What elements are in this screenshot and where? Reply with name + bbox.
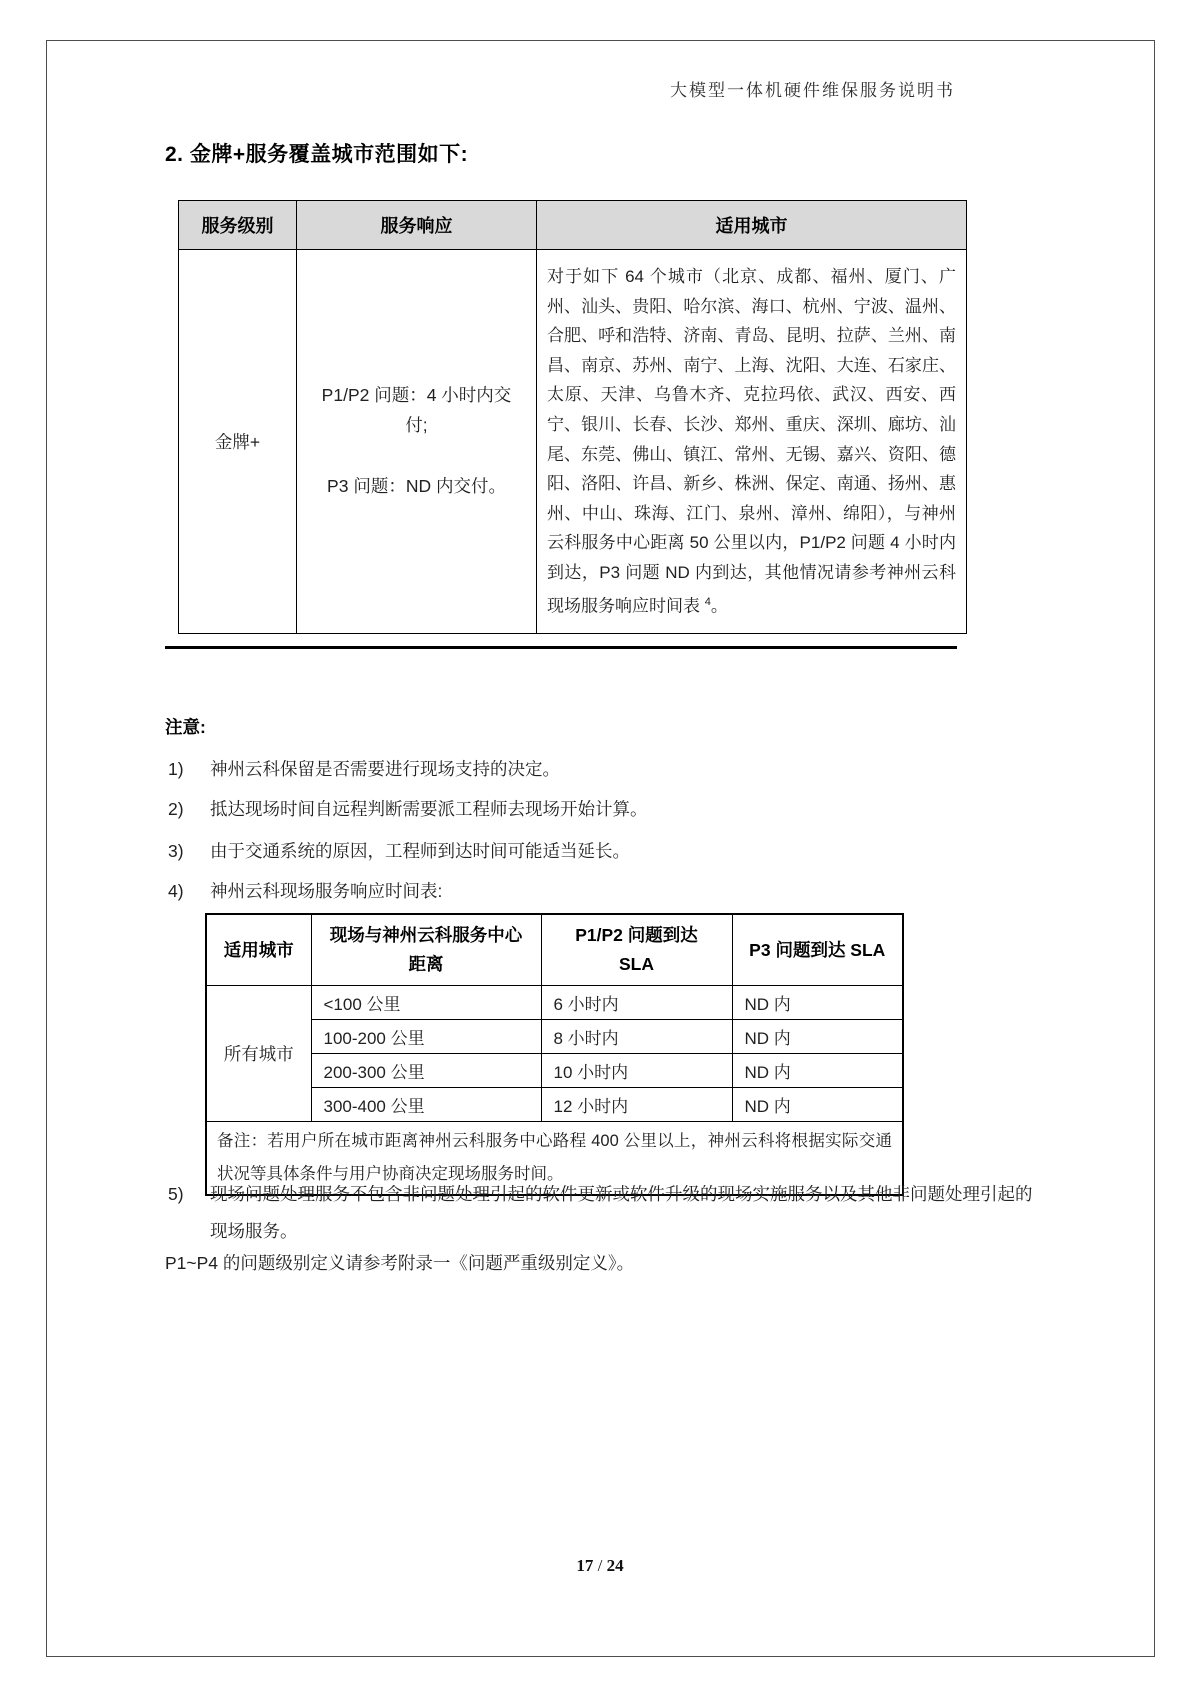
sla-row-2 [206, 1020, 903, 1054]
note-5-number: 5) [168, 1184, 184, 1204]
sla-header-p3: P3 问题到达 SLA [732, 914, 903, 986]
sla-table [205, 913, 904, 1196]
sla-city-scope-cell: 所有城市 [206, 986, 311, 1122]
note-3-number: 3) [168, 841, 184, 861]
sla-remark-cell: 备注：若用户所在城市距离神州云科服务中心路程 400 公里以上，神州云科将根据实际交通状况等具体条件与用户协商决定现场服务时间。 [206, 1122, 903, 1196]
sla-row-2-distance: 100-200 公里 [311, 1020, 541, 1054]
coverage-table-body-row [179, 250, 967, 634]
note-item-4 [168, 878, 442, 903]
sla-header-distance: 现场与神州云科服务中心距离 [311, 914, 541, 986]
sla-row-3 [206, 1054, 903, 1088]
coverage-header-service-response: 服务响应 [297, 201, 537, 250]
note-3-text: 由于交通系统的原因，工程师到达时间可能适当延长。 [210, 841, 630, 861]
sla-header-p12: P1/P2 问题到达 SLA [541, 914, 732, 986]
closing-text: P1~P4 的问题级别定义请参考附录一《问题严重级别定义》。 [165, 1253, 635, 1273]
cities-text: 对于如下 64 个城市（北京、成都、福州、厦门、广州、汕头、贵阳、哈尔滨、海口、杭州、宁波、温州、合肥、呼和浩特、济南、青岛、昆明、拉萨、兰州、南昌、南京、苏州、南宁、上海、沈阳、大连、石家庄、太原、天津、乌鲁木齐、克拉玛依、武汉、西安、西宁、银川、长春、长沙、郑州、重庆、深圳、廊坊、汕尾、东莞、佛山、镇江、常州、无锡、嘉兴、资阳、德阳、洛阳、许昌、新乡、株洲、保定、南通、扬州、惠州、中山、珠海、江门、泉州、漳州、绵阳），与神州云科服务中心距离 50 公里以内，P1/P2 问题 4 小时内到达，P3 问题 ND 内到达，其他情况请参考神州云科现场服务响应时间表 [547, 267, 956, 616]
note-2-number: 2) [168, 799, 184, 819]
applicable-cities-cell [537, 250, 967, 634]
note-item-3 [168, 838, 630, 863]
sla-row-4 [206, 1088, 903, 1122]
coverage-header-applicable-cities: 适用城市 [537, 201, 967, 250]
note-item-1 [168, 756, 560, 781]
note-1-number: 1) [168, 759, 184, 779]
coverage-table-header-row [179, 201, 967, 250]
note-1-text: 神州云科保留是否需要进行现场支持的决定。 [210, 759, 560, 779]
sla-row-3-p3: ND 内 [732, 1054, 903, 1088]
sla-row-2-p12: 8 小时内 [541, 1020, 732, 1054]
note-item-2 [168, 796, 648, 821]
sla-row-3-p12: 10 小时内 [541, 1054, 732, 1088]
footer-page-separator [598, 1556, 607, 1575]
footer-separator-glyph: / [597, 1556, 603, 1575]
coverage-header-service-level: 服务级别 [179, 201, 297, 250]
footer-page-total: 24 [606, 1556, 624, 1575]
service-level-cell: 金牌+ [179, 250, 297, 634]
cities-text-suffix: 。 [710, 596, 728, 616]
note-4-number: 4) [168, 881, 184, 901]
sla-row-1-p12: 6 小时内 [541, 986, 732, 1020]
note-2-text: 抵达现场时间自远程判断需要派工程师去现场开始计算。 [210, 799, 648, 819]
sla-row-1-distance: <100 公里 [311, 986, 541, 1020]
sla-row-1 [206, 986, 903, 1020]
sla-row-4-distance: 300-400 公里 [311, 1088, 541, 1122]
sla-row-2-p3: ND 内 [732, 1020, 903, 1054]
sla-table-header-row [206, 914, 903, 986]
coverage-table [178, 200, 967, 634]
note-5-text: 现场问题处理服务不包含非问题处理引起的软件更新或软件升级的现场实施服务以及其他非问题处理引起的现场服务。 [210, 1184, 1033, 1241]
page-footer [0, 1556, 1200, 1576]
sla-header-city: 适用城市 [206, 914, 311, 986]
section-title: 2. 金牌+服务覆盖城市范围如下: [165, 143, 469, 166]
footer-page-current: 17 [576, 1556, 594, 1575]
response-p3-text: P3 问题：ND 内交付。 [327, 476, 506, 497]
sla-row-4-p3: ND 内 [732, 1088, 903, 1122]
response-p12-text: P1/P2 问题：4 小时内交付; [321, 385, 512, 435]
note-4-text: 神州云科现场服务响应时间表: [210, 881, 443, 901]
service-response-cell [297, 250, 537, 634]
note-item-5 [168, 1176, 1046, 1250]
section-divider-rule [165, 646, 957, 649]
sla-row-3-distance: 200-300 公里 [311, 1054, 541, 1088]
document-header-title: 大模型一体机硬件维保服务说明书 [670, 81, 955, 100]
notice-label: 注意: [165, 717, 206, 737]
sla-row-1-p3: ND 内 [732, 986, 903, 1020]
sla-row-4-p12: 12 小时内 [541, 1088, 732, 1122]
cities-footnote-superscript: 4 [704, 595, 711, 608]
